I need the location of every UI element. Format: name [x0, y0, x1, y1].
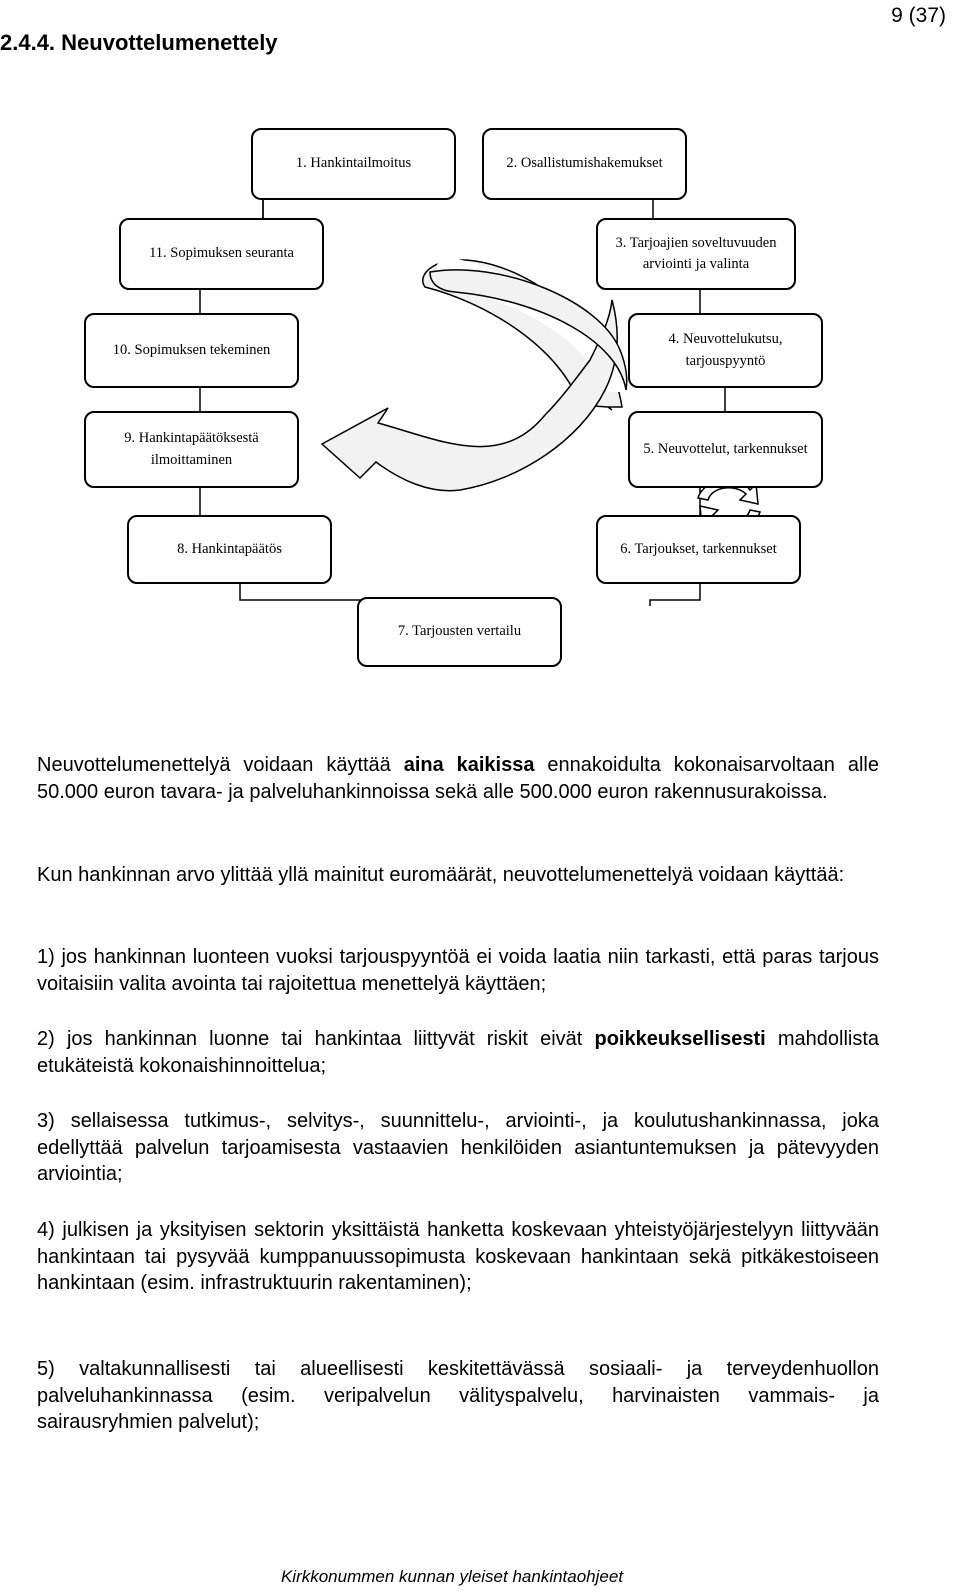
step-4-box: 4. Neuvottelukutsu, tarjouspyyntö	[628, 313, 823, 388]
step-11-box: 11. Sopimuksen seuranta	[119, 218, 324, 290]
condition-5: 5) valtakunnallisesti tai alueellisesti keskitettävässä sosiaali- ja terveydenhuollon palveluhankinnassa (esim. veripalvelun välityspalvelu, harvinaisten vammais- ja sairausryhmien palvelut);	[37, 1358, 879, 1433]
step-2-box: 2. Osallistumishakemukset	[482, 128, 687, 200]
condition-1: 1) jos hankinnan luonteen vuoksi tarjouspyyntöä ei voida laatia niin tarkasti, että paras tarjous voitaisiin valita avointa tai rajoitettua menettelyä käyttäen;	[37, 946, 879, 995]
step-10-box: 10. Sopimuksen tekeminen	[84, 313, 299, 388]
condition-3: 3) sellaisessa tutkimus-, selvitys-, suunnittelu-, arviointi-, ja koulutushankinnassa, joka edellyttää palvelun tarjoamisesta vastaavien henkilöiden asiantuntemuksen ja pätevyyden arviointia;	[37, 1110, 879, 1185]
step-7-box: 7. Tarjousten vertailu	[357, 597, 562, 667]
intro-paragraph	[37, 752, 879, 805]
condition-4: 4) julkisen ja yksityisen sektorin yksittäistä hanketta koskevaan yhteistyöjärjestelyyn liittyvään hankintaan tai pysyvää kumppanuussopimusta koskevaan hankintaan sekä pitkäkestoiseen hankintaan (esim. infrastruktuurin rakentaminen);	[37, 1219, 879, 1294]
intro-text-start: Neuvottelumenettelyä voidaan käyttää	[37, 754, 404, 776]
condition-2-end: mahdollista etukäteistä kokonaishinnoittelua;	[37, 1028, 880, 1077]
step-6-box: 6. Tarjoukset, tarkennukset	[596, 515, 801, 584]
condition-2-bold: poikkeuksellisesti	[594, 1028, 766, 1050]
step-9-box: 9. Hankintapäätöksestä ilmoittaminen	[84, 411, 299, 488]
step-8-box: 8. Hankintapäätös	[127, 515, 332, 584]
condition-2	[37, 1026, 879, 1079]
footer: Kirkkonummen kunnan yleiset hankintaohjeet	[280, 1567, 624, 1586]
page-number: 9 (37)	[891, 4, 946, 27]
conditions-intro: Kun hankinnan arvo ylittää yllä mainitut euromäärät, neuvottelumenettelyä voidaan käyttää:	[37, 864, 845, 886]
condition-2-start: 2) jos hankinnan luonne tai hankintaa liittyvät riskit eivät	[37, 1028, 595, 1050]
intro-text-end: ennakoidulta kokonaisarvoltaan alle 50.000 euron tavara- ja palveluhankinnoissa sekä alle 500.000 euron rakennusurakoissa.	[37, 754, 879, 803]
section-title: 2.4.4. Neuvottelumenettely	[0, 30, 278, 55]
step-1-box: 1. Hankintailmoitus	[251, 128, 456, 200]
step-3-box: 3. Tarjoajien soveltuvuuden arviointi ja valinta	[596, 218, 796, 290]
connector-6-7	[650, 584, 700, 606]
step-5-box: 5. Neuvottelut, tarkennukset	[628, 411, 823, 488]
intro-bold: aina kaikissa	[403, 754, 535, 776]
